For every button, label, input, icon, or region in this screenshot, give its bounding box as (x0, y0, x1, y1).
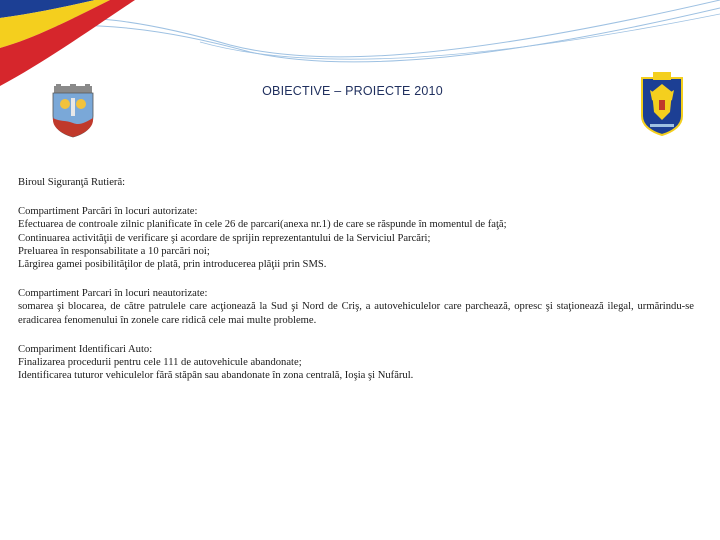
group-heading: Compartiment Parcări în locuri autorizate: (18, 206, 198, 218)
list-item: Efectuarea de controale zilnic planificate în cele 26 de parcari(anexa nr.1) de care se răspunde în momentul de faţă; (18, 219, 507, 231)
objectives-content (18, 176, 694, 382)
group-parcari-autorizate (18, 205, 694, 271)
list-item: Finalizarea procedurii pentru cele 111 de autovehicule abandonate; (18, 357, 302, 369)
list-item: Identificarea tuturor vehiculelor fără stăpân sau abandonate în zona centrală, Ioşia şi Nufărul. (18, 370, 414, 382)
list-item: Preluarea în responsabilitate a 10 parcări noi; (18, 245, 210, 257)
group-identificari-auto (18, 343, 694, 383)
list-item: somarea şi blocarea, de către patrulele care acţionează la Sud şi Nord de Criş, a autovehiculelor care parchează, opresc şi staţionează ilegal, urmărindu-se eradicarea fenomenului în zonele care ridică cele mai multe probleme. (18, 301, 694, 326)
police-crest-icon (640, 72, 684, 136)
group-heading: Compariment Identificari Auto: (18, 343, 153, 355)
group-heading: Compartiment Parcari în locuri neautorizate: (18, 288, 208, 300)
list-item: Continuarea activităţii de verificare şi acordare de sprijin reprezentantului de la Serviciul Parcări; (18, 232, 431, 244)
slide-title: OBIECTIVE – PROIECTE 2010 (262, 84, 443, 98)
group-parcari-neautorizate (18, 287, 694, 327)
section-title: Biroul Siguranţă Rutieră: (18, 177, 126, 188)
tricolor-ribbon-decoration (0, 0, 720, 90)
list-item: Lărgirea gamei posibilităţilor de plată, prin introducerea plăţii prin SMS. (18, 259, 327, 271)
